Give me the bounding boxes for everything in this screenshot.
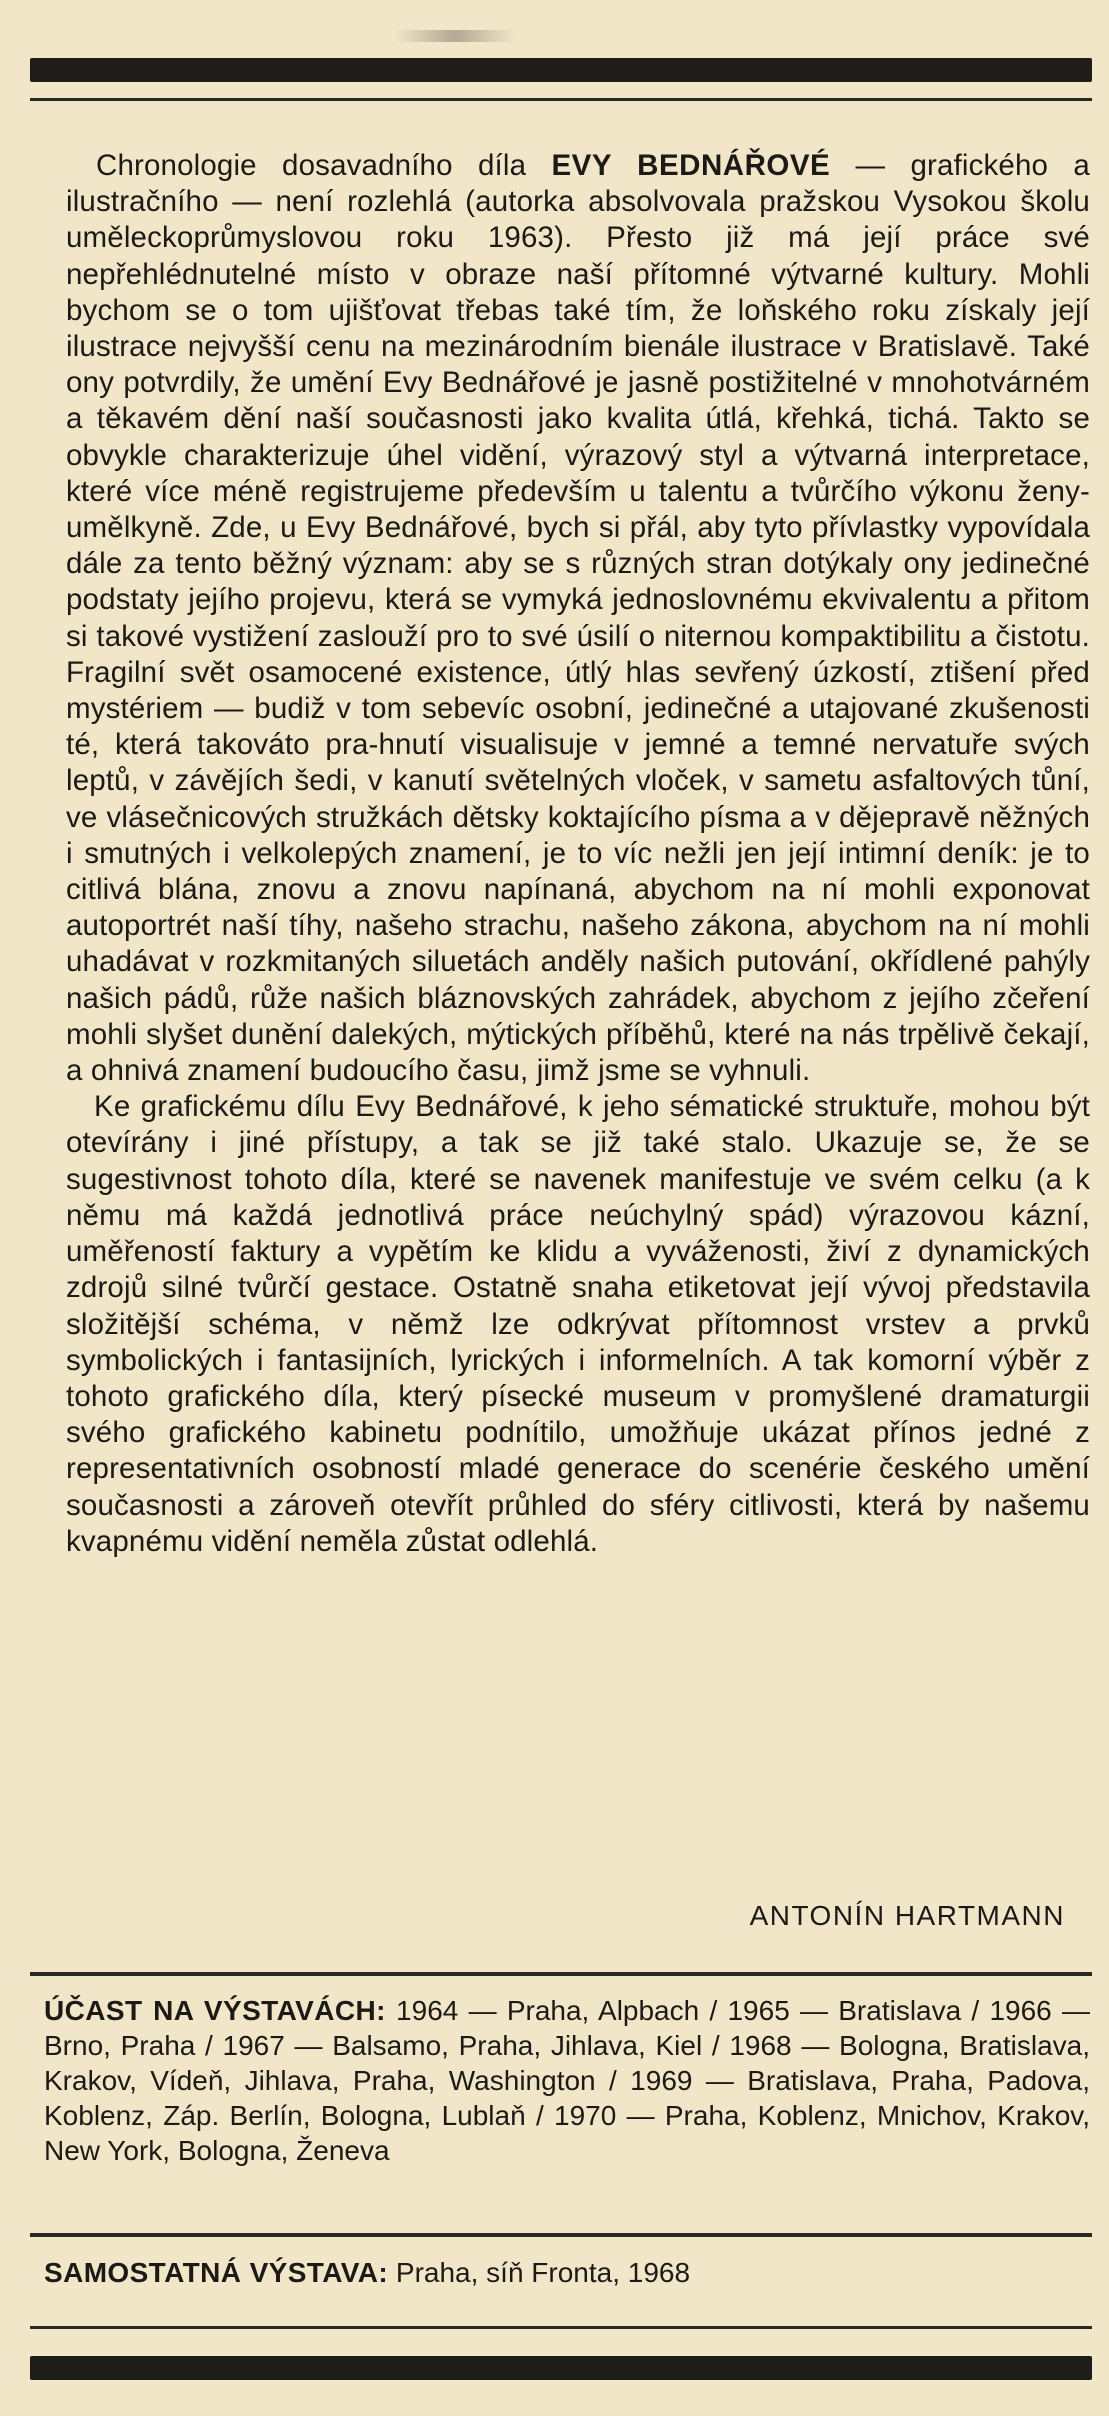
artist-name: EVY BEDNÁŘOVÉ (551, 149, 831, 182)
top-thick-rule (30, 58, 1092, 82)
exhibitions-label: ÚČAST NA VÝSTAVÁCH: (44, 1995, 386, 2026)
solo-exhibition-section (44, 2255, 1090, 2290)
bottom-thick-rule (30, 2356, 1092, 2380)
solo-exhibition-text: Praha, síň Fronta, 1968 (395, 2257, 691, 2288)
section-rule-2 (30, 2233, 1092, 2237)
print-smudge (395, 30, 515, 42)
bottom-thin-rule (30, 2326, 1092, 2329)
solo-exhibition-label: SAMOSTATNÁ VÝSTAVA: (44, 2257, 389, 2288)
essay-p1-body: — grafického a ilustračního — není rozlehlá (autorka absolvovala pražskou Vysokou školu uměleckoprůmyslovou roku 1963). Přesto již má její práce své nepřehlédnutelné místo v obraze naší přítomné výtvarné kultury. Mohli bychom se o tom ujišťovat třebas také tím, že loňského roku získaly její ilustrace nejvyšší cenu na mezinárodním bienále ilustrace v Bratislavě. Také ony potvrdily, že umění Evy Bednářové je jasně postižitelné v mnohotvárném a těkavém dění naší současnosti jako kvalita útlá, křehká, tichá. Takto se obvykle charakterizuje úhel vidění, výrazový styl a výtvarná interpretace, které více méně registrujeme především u talentu a tvůrčího výkonu ženy-umělkyně. Zde, u Evy Bednářové, bych si přál, aby tyto přívlastky vypovídala dále za tento běžný význam: aby se s různých stran dotýkaly ony jedinečné podstaty jejího projevu, která se vymyká jednoslovnému ekvivalentu a přitom si takové vystižení zaslouží pro to své úsilí o niternou kompaktibilitu a čistotu. Fragilní svět osamocené existence, útlý hlas sevřený úzkostí, ztišení před mystériem — budiž v tom sebevíc osobní, jedinečné a utajované zkušenosti té, která takováto pra-hnutí visualisuje v jemné a temné nervatuře svých leptů, v závějích šedi, v kanutí světelných vloček, v sametu asfaltových tůní, ve vlásečnicových stružkách dětsky koktajícího písma a v dějepravě něžných i smutných i velkolepých znamení, je to víc nežli jen její intimní deník: je to citlivá blána, znovu a znovu napínaná, abychom na ní mohli exponovat autoportrét naší tíhy, našeho strachu, našeho zákona, abychom na ní mohli uhadávat v rozkmitaných siluetách anděly našich putování, okřídlené pahýly našich pádů, růže našich bláznovských zahrádek, abychom z jejího zčeření mohli slyšet dunění dalekých, mýtických příběhů, které na nás trpělivě čekají, a ohnivá znamení budoucího času, jimž jsme se vyhnuli. (66, 149, 1090, 1088)
top-thin-rule (30, 98, 1092, 101)
author-signature: ANTONÍN HARTMANN (749, 1900, 1065, 1931)
essay-paragraph-1 (66, 148, 1090, 1089)
section-rule-1 (30, 1972, 1092, 1976)
essay-paragraph-2: Ke grafickému dílu Evy Bednářové, k jeho sématické struktuře, mohou být otevírány i jiné přístupy, a tak se již také stalo. Ukazuje se, že se sugestivnost tohoto díla, které se navenek manifestuje ve svém celku (a k němu má každá jednotlivá práce neúchylný spád) výrazovou kázní, uměřeností faktury a vypětím ke klidu a vyváženosti, živí z dynamických zdrojů silné tvůrčí gestace. Ostatně snaha etiketovat její vývoj představila složitější schéma, v němž lze odkrývat přítomnost vrstev a prvků symbolických i fantasijních, lyrických i informelních. A tak komorní výběr z tohoto grafického díla, který písecké museum v promyšlené dramaturgii svého grafického kabinetu podnítilo, umožňuje ukázat přínos jedné z representativních osobností mladé generace do scenérie českého umění současnosti a zároveň otevřít průhled do sféry citlivosti, která by našemu kvapnému vidění neměla zůstat odlehlá. (66, 1090, 1090, 1558)
essay-text (66, 148, 1090, 1560)
exhibitions-text: 1964 — Praha, Alpbach / 1965 — Bratislava / 1966 — Brno, Praha / 1967 — Balsamo, Praha, Jihlava, Kiel / 1968 — Bologna, Bratislava, Krakov, Vídeň, Jihlava, Praha, Washington / 1969 — Bratislava, Praha, Padova, Koblenz, Záp. Berlín, Bologna, Lublaň / 1970 — Praha, Koblenz, Mnichov, Krakov, New York, Bologna, Ženeva (44, 1995, 1090, 2166)
essay-p1-intro: Chronologie dosavadního díla (96, 149, 527, 182)
exhibitions-section (44, 1993, 1090, 2168)
